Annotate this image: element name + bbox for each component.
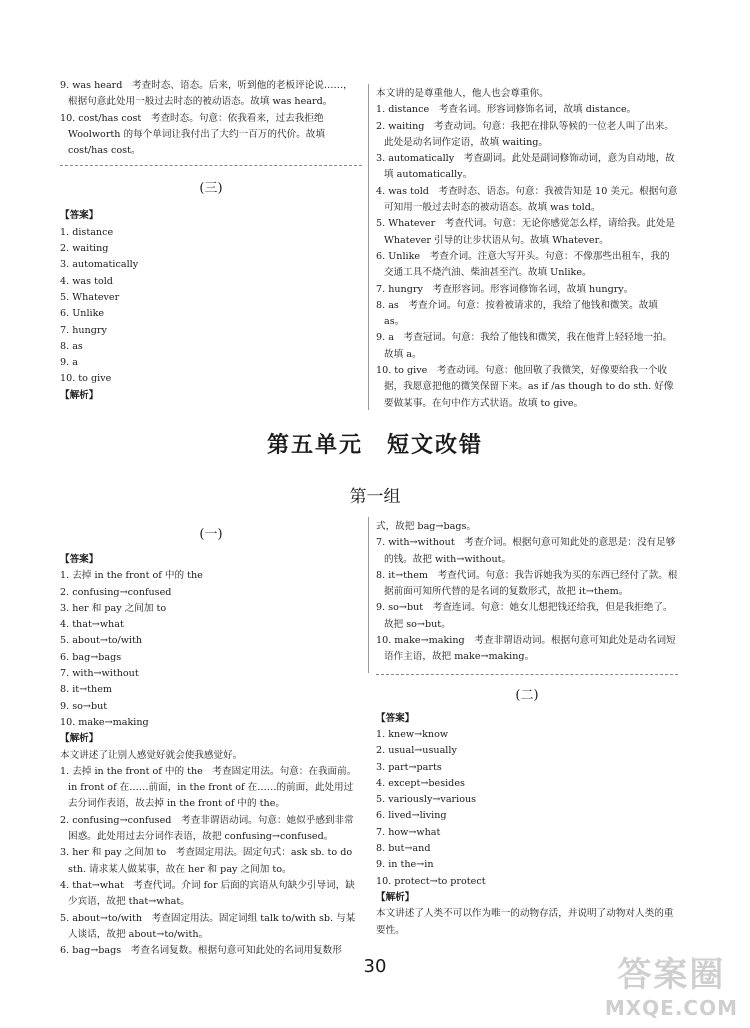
analysis-intro: 本文讲述了人类不可以作为唯一的动物存活，并说明了动物对人类的重要性。: [376, 908, 674, 936]
answer-list-item: 5. variously→various: [376, 794, 477, 806]
watermark-logo: [605, 947, 738, 1020]
answer-list-item: 3. her 和 pay 之间加 to: [60, 602, 167, 614]
analysis-item: 10. to give 考查动词。句意：他回敬了我微笑，好像要给我一个收据，我愿意把他的微笑保留下来。as if /as though to do sth. 好像要做某事。在句中作方式状语。故填 to give。: [376, 365, 674, 409]
unit-title: 第五单元 短文改错: [266, 433, 483, 458]
answer-list-item: 3. part→parts: [376, 761, 442, 773]
answer-list-item: 9. in the→in: [376, 859, 434, 871]
answer-item-9-was-heard: 9. was heard 考查时态、语态。后来，听到他的老板评论说……，根据句意此处用一般过去时态的被动语态。故填 was heard。: [60, 80, 353, 108]
answer-list-item: 3. automatically: [60, 259, 139, 271]
group1-heading: (一): [199, 527, 223, 542]
watermark-top-text: 答案圈: [617, 955, 726, 995]
analysis-item: 6. Unlike 考查介词。注意大写开头。句意：不像那些出租车，我的交通工具不烧汽油、柴油甚至汽。故填 Unlike。: [376, 250, 670, 279]
analysis-item: 3. automatically 考查副词。此处是副词修饰动词，意为自动地，故填 automatically。: [376, 153, 675, 181]
group2-heading: (二): [515, 687, 539, 703]
analysis-item: 4. that→what 考查代词。介词 for 后面的宾语从句缺少引导词，缺少宾语，故把 that→what。: [60, 879, 355, 908]
analysis-label: 【解析】: [60, 389, 99, 401]
analysis-intro: 本文讲的是尊重他人，他人也会尊重你。: [376, 88, 549, 99]
answer-list-item: 7. hungry: [60, 324, 107, 336]
answers-label: 【答案】: [60, 210, 99, 222]
answer-list-item: 10. to give: [60, 373, 112, 385]
answer-list-item: 5. Whatever: [60, 291, 120, 303]
answer-list-item: 8. it→them: [60, 684, 112, 696]
analysis-label: 【解析】: [376, 891, 415, 903]
analysis-continuation: 式，故把 bag→bags。: [376, 521, 476, 532]
section3-heading: (三): [199, 181, 223, 197]
answer-list-item: 10. make→making: [60, 716, 149, 728]
answer-list-item: 6. Unlike: [60, 308, 105, 320]
answer-list-item: 4. that→what: [60, 619, 124, 631]
answer-list-item: 6. bag→bags: [60, 651, 122, 663]
answer-list-item: 7. with→without: [60, 668, 139, 680]
analysis-item: 4. was told 考查时态、语态。句意：我被告知是 10 美元。根据句意可知用一般过去时态的被动语态。故填 was told。: [376, 185, 678, 214]
analysis-item: 8. as 考查介词。句意：按着被请求的，我给了他钱和微笑。故填 as。: [376, 299, 658, 328]
section3-left-column: [60, 78, 362, 404]
analysis-item: 10. make→making 考查非谓语动词。根据句意可知此处是动名词短语作主语，故把 make→making。: [376, 635, 676, 663]
answer-list-item: 2. usual→usually: [376, 745, 457, 757]
answer-list-item: 4. was told: [60, 275, 113, 287]
column-divider: [368, 517, 369, 673]
answers-label: 【答案】: [376, 712, 415, 724]
answer-item-10-cost: 10. cost/has cost 考查时态。句意：依我看来，过去我拒绝 Woolworth 的每个单词让我付出了大约一百万的代价。故填 cost/has cost。: [60, 112, 325, 157]
answer-list-item: 9. so→but: [60, 700, 108, 712]
group1-right-column: [376, 519, 678, 939]
analysis-item: 9. a 考查冠词。句意：我给了他钱和微笑，我在他背上轻轻地一拍。故填 a。: [376, 332, 673, 360]
answer-list-item: 1. 去掉 in the front of 中的 the: [60, 570, 203, 582]
answer-list-item: 2. waiting: [60, 243, 109, 255]
answer-list-item: 2. confusing→confused: [60, 586, 172, 598]
analysis-item: 7. hungry 考查形容词。形容词修饰名词，故填 hungry。: [376, 283, 634, 295]
answer-list-item: 6. lived→living: [376, 810, 447, 822]
answer-list-item: 10. protect→to protect: [376, 875, 486, 887]
group1-left-column: [60, 527, 362, 959]
analysis-item: 2. waiting 考查动词。句意：我把在排队等候的一位老人叫了出来。此处是动名词作定语，故填 waiting。: [376, 120, 674, 148]
analysis-label: 【解析】: [60, 733, 99, 745]
section-divider: [60, 165, 362, 166]
answer-list-item: 1. knew→know: [376, 728, 449, 740]
watermark-bottom-text: MXQE.COM: [604, 996, 738, 1020]
answer-list-item: 5. about→to/with: [60, 635, 143, 647]
answer-list-item: 1. distance: [60, 226, 114, 238]
answer-list-item: 4. except→besides: [376, 777, 465, 789]
answers-label: 【答案】: [60, 554, 99, 565]
answer-list-item: 7. how→what: [376, 826, 441, 838]
analysis-item: 6. bag→bags 考查名词复数。根据句意可知此处的名词用复数形: [60, 945, 342, 957]
analysis-item: 5. about→to/with 考查固定用法。固定词组 talk to/with sb. 与某人谈话，故把 about→to/with。: [60, 912, 356, 940]
analysis-item: 8. it→them 考查代词。句意：我告诉她我为买的东西已经付了款。根据前面可知所代替的是名词的复数形式，故把 it→them。: [376, 569, 678, 598]
analysis-item: 7. with→without 考查介词。根据句意可知此处的意思是：没有足够的钱。故把 with→without。: [376, 537, 676, 565]
analysis-item: 1. 去掉 in the front of 中的 the 考查固定用法。句意：在我面前。in front of 在……前面，in the front of 在……的前面，此处用过去分词作表语，故去掉 in the front of 中的 the。: [60, 765, 357, 810]
column-divider: [368, 84, 369, 410]
analysis-item: 5. Whatever 考查代词。句意：无论你感觉怎么样，请给我。此处是 Whatever 引导的让步状语从句。故填 Whatever。: [376, 218, 676, 246]
analysis-item: 9. so→but 考查连词。句意：她女儿想把钱还给我，但是我拒绝了。故把 so→but。: [376, 602, 673, 630]
answer-list-item: 8. but→and: [376, 843, 431, 855]
analysis-item: 3. her 和 pay 之间加 to 考查固定用法。固定句式：ask sb. to do sth. 请求某人做某事，故在 her 和 pay 之间加 to。: [60, 847, 353, 875]
page-number: 30: [363, 956, 387, 977]
analysis-intro: 本文讲述了让别人感觉好就会使我感觉好。: [60, 749, 243, 761]
answer-list-item: 9. a: [60, 357, 78, 369]
group-title: 第一组: [349, 487, 401, 507]
section-divider: [376, 674, 678, 675]
analysis-item: 2. confusing→confused 考查非谓语动词。句意：她似乎感到非常困惑。此处用过去分词作表语，故把 confusing→confused。: [60, 814, 354, 843]
answer-list-item: 8. as: [60, 340, 83, 352]
section3-right-column: [376, 86, 678, 412]
analysis-item: 1. distance 考查名词。形容词修饰名词，故填 distance。: [376, 104, 637, 116]
